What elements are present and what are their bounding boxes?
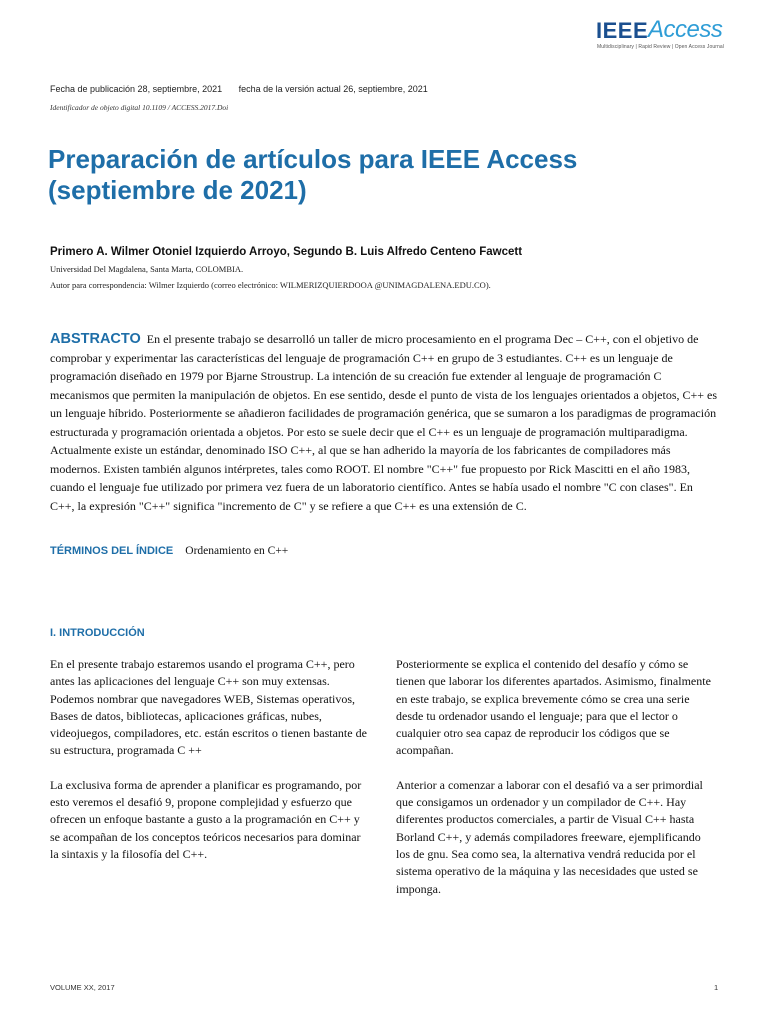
section-heading-introduction: I. INTRODUCCIÓN	[50, 627, 145, 639]
footer-volume: VOLUME XX, 2017	[50, 983, 115, 992]
logo-access-word: Access	[648, 16, 723, 43]
author-list: Primero A. Wilmer Otoniel Izquierdo Arroyo, Segundo B. Luis Alfredo Centeno Fawcett	[50, 246, 523, 258]
corresponding-author: Autor para correspondencia: Wilmer Izquierdo (correo electrónico: WILMERIZQUIERDOOA @UNIMAGDALENA.EDU.CO).	[50, 280, 491, 290]
logo-ieee-word: IEEE	[596, 18, 649, 43]
index-terms-value: Ordenamiento en C++	[185, 545, 289, 557]
index-terms	[50, 541, 288, 559]
abstract	[50, 330, 720, 515]
affiliation: Universidad Del Magdalena, Santa Marta, COLOMBIA.	[50, 264, 244, 274]
logo-tagline: Multidisciplinary | Rapid Review | Open Access Journal	[597, 44, 724, 50]
body-paragraph: Posteriormente se explica el contenido del desafío y cómo se tienen que laborar los diferentes apartados. Asimismo, finalmente en este trabajo, se explica brevemente cómo se crea una serie desde tu ordenador usando el lenguaje; para que el lector o cualquier otro sea capaz de reproducir los códigos que se acompañan.	[396, 657, 711, 758]
footer-page-number: 1	[714, 983, 719, 992]
body-paragraph: La exclusiva forma de aprender a planificar es programando, por esto veremos el desafió 9, propone complejidad y esfuerzo que ofrecen un enfoque bastante a gusto a la programación en C++ y se acompañan de los conceptos teóricos necesarios para dominar la sintaxis y la filosofía del C++.	[50, 777, 362, 861]
body-column-right	[396, 656, 714, 915]
ieee-access-logo	[596, 16, 724, 58]
publication-dates	[50, 84, 428, 94]
publication-date: Fecha de publicación 28, septiembre, 2021	[50, 84, 223, 94]
body-column-left	[50, 656, 368, 880]
current-version-date: fecha de la versión actual 26, septiembre, 2021	[238, 84, 428, 94]
abstract-text: En el presente trabajo se desarrolló un taller de micro procesamiento en el programa Dec – C++, con el objetivo de comprobar y experimentar las características del lenguaje de programación C++ en grupo de 3 estudiantes. C++ es un lenguaje de programación diseñado en 1979 por Bjarne Stroustrup. La intención de su creación fue extender al lenguaje de programación C mecanismos que permiten la manipulación de objetos. En ese sentido, desde el punto de vista de los lenguajes orientados a objetos, C++ es un lenguaje híbrido. Posteriormente se añadieron facilidades de programación genérica, que se sumaron a los paradigmas de programación estructurada y programación orientada a objetos. Por esto se suele decir que el C++ es un lenguaje de programación multiparadigma. Actualmente existe un estándar, denominado ISO C++, al que se han adherido la mayoría de los fabricantes de compiladores más modernos. Existen también algunos intérpretes, tales como ROOT. El nombre "C++" fue propuesto por Rick Mascitti en el año 1983, cuando el lenguaje fue utilizado por primera vez fuera de un laboratorio científico. Antes se había usado el nombre "C con clases". En C++, la expresión "C++" significa "incremento de C" y se refiere a que C++ es una extensión de C.	[50, 332, 718, 513]
doi-identifier: Identificador de objeto digital 10.1109 / ACCESS.2017.Doi	[50, 103, 229, 112]
body-paragraph: Anterior a comenzar a laborar con el desafió va a ser primordial que consigamos un ordenador y un compilador de C++. Hay diferentes productos comerciales, a partir de Visual C++ hasta Borland C++, y además compiladores freeware, ejemplificando los de gnu. Sea como sea, la alternativa vendrá reducida por el sistema operativo de la máquina y las necesidades que usted se imponga.	[396, 777, 703, 896]
body-paragraph: En el presente trabajo estaremos usando el programa C++, pero antes las aplicaciones del lenguaje C++ son muy extensas. Podemos nombrar que navegadores WEB, Sistemas operativos, Bases de datos, bibliotecas, aplicaciones gráficas, nubes, videojuegos, compiladores, etc. están escritos o tienen bastante de su estructura, programada C ++	[50, 657, 367, 758]
index-terms-label: TÉRMINOS DEL ÍNDICE	[50, 545, 174, 557]
abstract-label: ABSTRACTO	[50, 331, 141, 347]
paper-title: Preparación de artículos para IEEE Access (septiembre de 2021)	[48, 144, 578, 205]
